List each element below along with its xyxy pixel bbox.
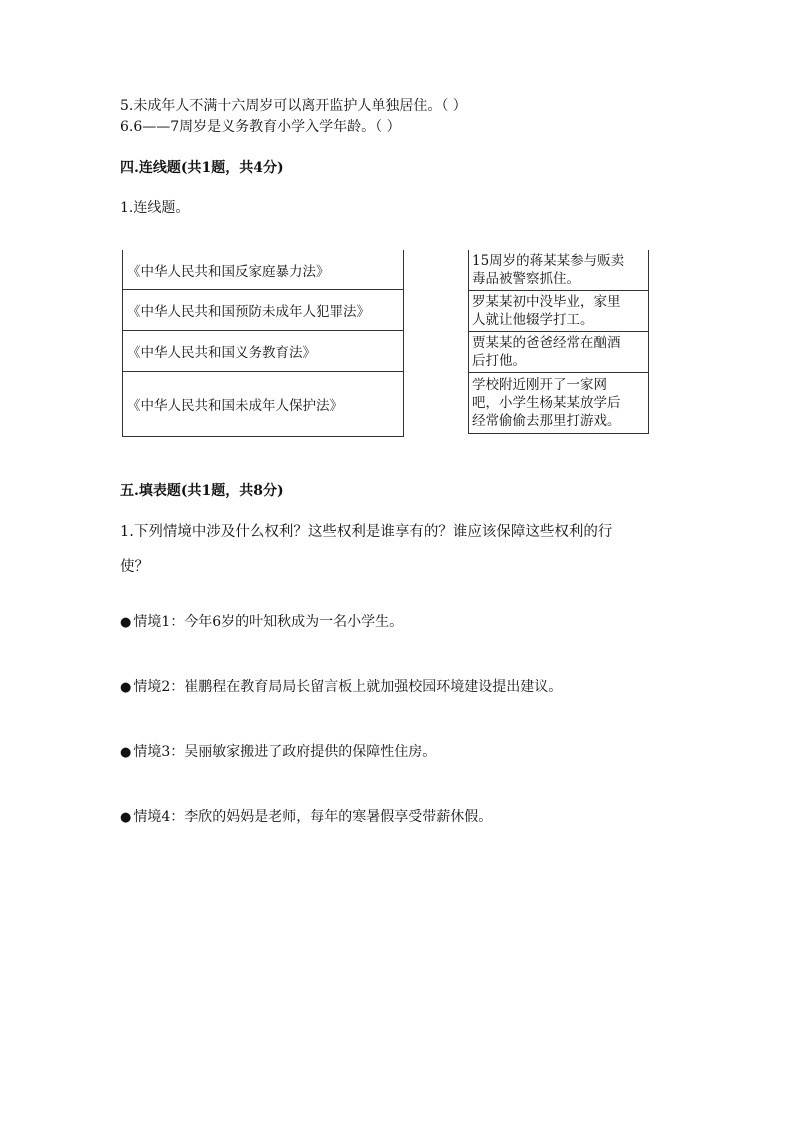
matching-right-column [468,250,649,434]
left-item: 《中华人民共和国反家庭暴力法》 [123,250,404,290]
right-item [469,291,649,332]
matching-left-column [122,250,404,437]
left-item: 《中华人民共和国义务教育法》 [123,331,404,372]
right-item-line: 学校附近刚开了一家网 [472,377,607,393]
right-item [469,373,649,434]
left-item: 《中华人民共和国未成年人保护法》 [123,372,404,437]
scenario-2 [120,676,562,696]
scenario-text: 情境4：李欣的妈妈是老师，每年的寒暑假享受带薪休假。 [133,809,493,825]
right-item [469,332,649,373]
question-6: 6.6——7周岁是义务教育小学入学年龄。（ ） [120,119,401,135]
section-4-heading: 四.连线题(共1题，共4分) [120,160,284,176]
scenario-text: 情境3：吴丽敏家搬进了政府提供的保障性住房。 [133,744,437,760]
section-4-item: 1.连线题。 [120,200,190,216]
right-item-line: 经常偷偷去那里打游戏。 [472,413,621,429]
bullet-icon: ● [120,680,132,695]
bullet-icon: ● [120,615,132,630]
left-item: 《中华人民共和国预防未成年人犯罪法》 [123,290,404,331]
section-5-item-line-1: 1.下列情境中涉及什么权利？这些权利是谁享有的？谁应该保障这些权利的行 [120,524,613,540]
right-item-line: 15周岁的蒋某某参与贩卖 [472,253,625,269]
scenario-text: 情境1：今年6岁的叶知秋成为一名小学生。 [133,614,404,630]
section-5-item-line-2: 使？ [120,559,149,575]
section-5-heading: 五.填表题(共1题，共8分) [120,483,284,499]
right-item-line: 人就让他辍学打工。 [472,312,594,328]
right-item-line: 贾某某的爸爸经常在酗酒 [472,335,621,351]
right-item-line: 罗某某初中没毕业，家里 [472,294,621,310]
right-item-line: 后打他。 [472,353,526,369]
bullet-icon: ● [120,745,132,760]
bullet-icon: ● [120,810,132,825]
right-item-line: 吧，小学生杨某某放学后 [472,395,621,411]
question-5: 5.未成年人不满十六周岁可以离开监护人单独居住。（ ） [120,98,467,114]
scenario-3 [120,741,436,761]
scenario-4 [120,806,492,826]
scenario-1 [120,611,403,631]
scenario-text: 情境2：崔鹏程在教育局局长留言板上就加强校园环境建设提出建议。 [133,679,563,695]
right-item [469,250,649,291]
right-item-line: 毒品被警察抓住。 [472,271,580,287]
